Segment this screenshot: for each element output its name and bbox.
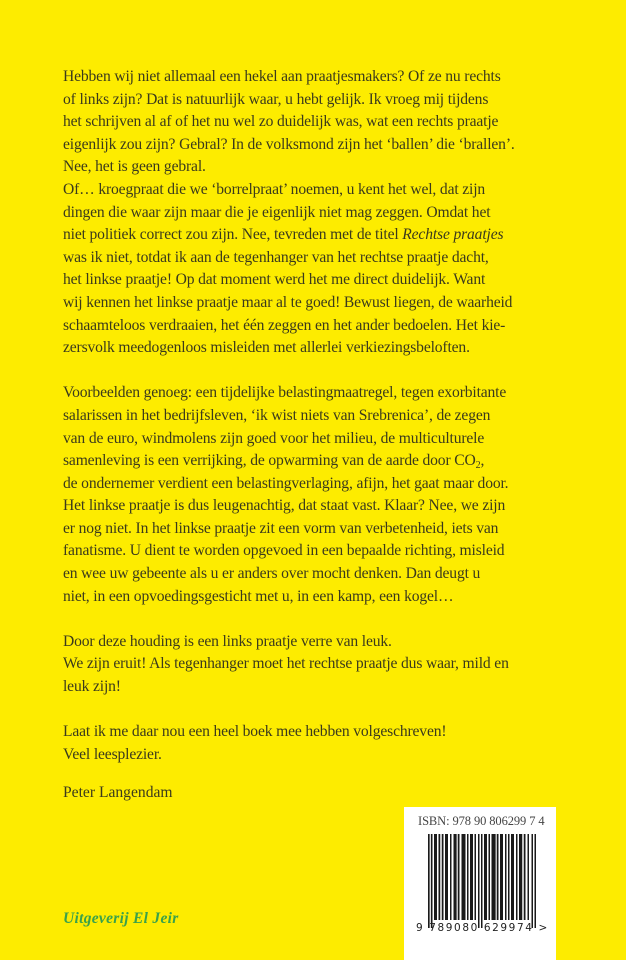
paragraph-gap (63, 360, 553, 383)
co2-subscript: 2 (475, 460, 481, 472)
blurb-line: was ik niet, totdat ik aan de tegenhanger van het rechtse praatje dacht, (63, 248, 489, 266)
paragraph-gap (63, 608, 553, 631)
barcode-icon (428, 834, 536, 928)
isbn-label: ISBN: 978 90 806299 7 4 (418, 814, 545, 828)
publisher-name: Uitgeverij El Jeir (63, 910, 179, 927)
blurb-line: Laat ik me daar nou een heel boek mee hebben volgeschreven! (63, 723, 447, 741)
blurb-line: het linkse praatje! Op dat moment werd het me direct duidelijk. Want (63, 271, 486, 289)
blurb-line: de ondernemer verdient een belastingverlaging, afijn, het gaat maar door. (63, 474, 509, 492)
blurb-line: salarissen in het bedrijfsleven, ‘ik wist niets van Srebrenica’, de zegen (63, 406, 491, 424)
blurb-line: Door deze houding is een links praatje verre van leuk. (63, 632, 392, 650)
blurb-line: van de euro, windmolens zijn goed voor het milieu, de multiculturele (63, 429, 485, 447)
blurb-line: dingen die waar zijn maar die je eigenlijk niet mag zeggen. Omdat het (63, 203, 491, 221)
blurb-line: eigenlijk zou zijn? Gebral? In de volksmond zijn het ‘ballen’ die ‘brallen’. (63, 135, 515, 153)
blurb-line (63, 450, 553, 473)
book-title-italic: Rechtse praatjes (402, 226, 504, 244)
author-signature: Peter Langendam (63, 784, 173, 801)
blurb-line: schaamteloos verdraaien, het één zeggen en het ander bedoelen. Het kie- (63, 316, 506, 334)
blurb-line: Hebben wij niet allemaal een hekel aan praatjesmakers? Of ze nu rechts (63, 68, 501, 85)
blurb-line (63, 224, 553, 247)
blurb-line: Voorbeelden genoeg: een tijdelijke belastingmaatregel, tegen exorbitante (63, 384, 507, 402)
blurb-line: Het linkse praatje is dus leugenachtig, dat staat vast. Klaar? Nee, we zijn (63, 497, 506, 515)
blurb-paragraph-4 (63, 721, 553, 766)
blurb-line-text: samenleving is een verrijking, de opwarming van de aarde door CO (63, 452, 476, 470)
blurb-line: fanatisme. U dient te worden opgevoed in een bepaalde richting, misleid (63, 542, 505, 560)
blurb-line: Of… kroegpraat die we ‘borrelpraat’ noemen, u kent het wel, dat zijn (63, 180, 486, 198)
blurb-line: Veel leesplezier. (63, 745, 162, 763)
blurb-line: Nee, het is geen gebral. (63, 158, 206, 176)
blurb-paragraph-1 (63, 66, 553, 360)
blurb-paragraph-3 (63, 631, 553, 699)
blurb-line: We zijn eruit! Als tegenhanger moet het rechtse praatje dus waar, mild en (63, 655, 509, 673)
blurb-line-text: niet politiek correct zou zijn. Nee, tevreden met de titel (63, 226, 403, 244)
paragraph-gap (63, 699, 553, 722)
blurb-paragraph-2 (63, 382, 553, 608)
blurb-line: leuk zijn! (63, 678, 121, 696)
blurb-line: het schrijven al af of het nu wel zo duidelijk was, wat een rechts praatje (63, 113, 499, 131)
blurb-line: en wee uw gebeente als u er anders over mocht denken. Dan deugt u (63, 565, 481, 583)
blurb-line: er nog niet. In het linkse praatje zit een vorm van verbetenheid, iets van (63, 519, 499, 537)
blurb-line: niet, in een opvoedingsgesticht met u, in een kamp, een kogel… (63, 587, 454, 605)
blurb-text (63, 66, 553, 766)
isbn-barcode-box (404, 807, 556, 960)
blurb-line: of links zijn? Dat is natuurlijk waar, u hebt gelijk. Ik vroeg mij tijdens (63, 90, 489, 108)
blurb-line: zersvolk meedogenloos misleiden met allerlei verkiezingsbeloften. (63, 339, 470, 357)
barcode-digits: 9 789080 629974 > (416, 922, 549, 934)
blurb-line-text: , (480, 452, 485, 470)
blurb-line: wij kennen het linkse praatje maar al te goed! Bewust liegen, de waarheid (63, 293, 513, 311)
